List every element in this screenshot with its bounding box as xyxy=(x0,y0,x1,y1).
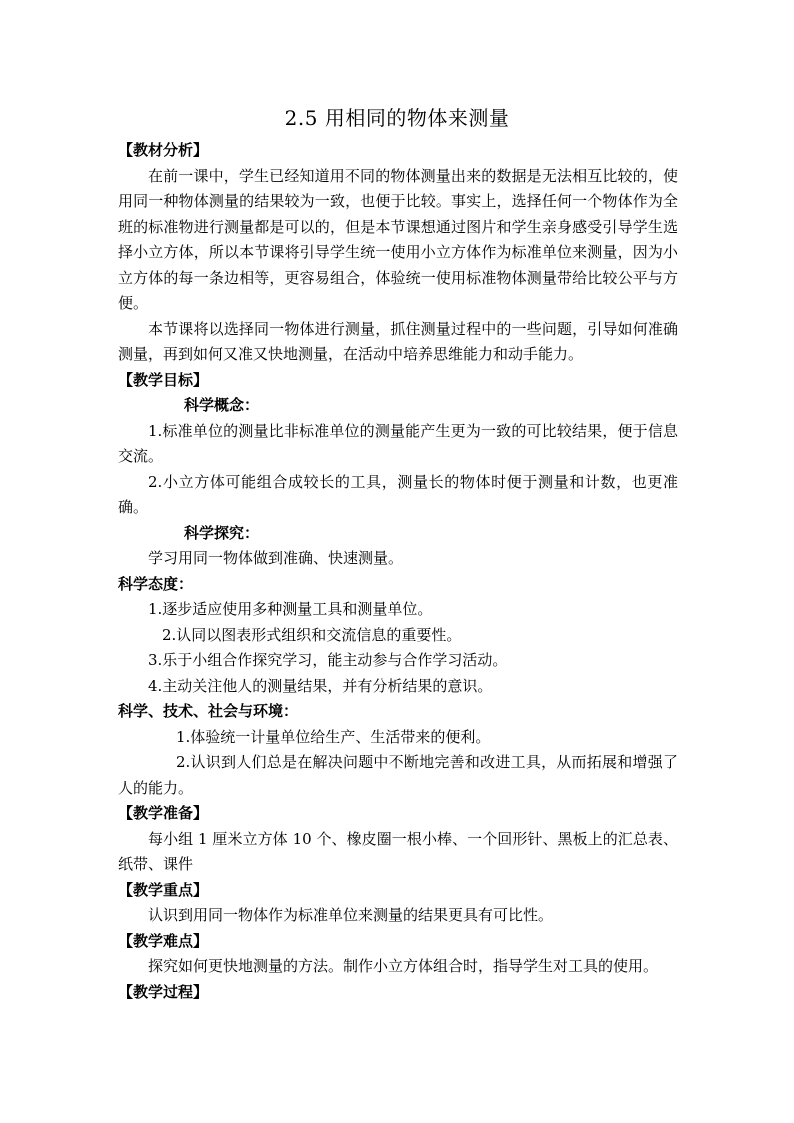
section-heading: 【教学过程】 xyxy=(118,982,209,1001)
section-heading: 科学态度： xyxy=(118,574,194,593)
list-item: 1.逐步适应使用多种测量工具和测量单位。 xyxy=(148,600,433,618)
paragraph: 2.小立方体可能组合成较长的工具，测量长的物体时便于测量和计数，也更准确。 xyxy=(118,472,678,516)
list-item: 2.认同以图表形式组织和交流信息的重要性。 xyxy=(162,625,462,644)
paragraph: 探究如何更快地测量的方法。制作小立方体组合时，指导学生对工具的使用。 xyxy=(148,957,659,975)
document-body xyxy=(118,138,678,1005)
list-item: 2.认识到人们总是在解决问题中不断地完善和改进工具，从而拓展和增强了人的能力。 xyxy=(118,753,678,797)
paragraph: 在前一课中，学生已经知道用不同的物体测量出来的数据是无法相互比较的，使用同一种物体测量的结果较为一致，也便于比较。事实上，选择任何一个物体作为全班的标准物进行测量都是可以的，但是本节课想通过图片和学生亲身感受引导学生选择小立方体，所以本节课将引导学生统一使用小立方体作为标准单位来测量，因为小立方体的每一条边相等，更容易组合，体验统一使用标准物体测量带给比较公平与方便。 xyxy=(118,166,678,312)
subheading: 科学概念： xyxy=(184,396,260,414)
list-item: 3.乐于小组合作探究学习，能主动参与合作学习活动。 xyxy=(148,651,508,669)
section-heading: 【教材分析】 xyxy=(118,141,209,159)
paragraph: 认识到用同一物体作为标准单位来测量的结果更具有可比性。 xyxy=(148,906,554,924)
paragraph: 1.标准单位的测量比非标准单位的测量能产生更为一致的可比较结果，便于信息交流。 xyxy=(118,421,678,465)
section-heading: 【教学重点】 xyxy=(118,880,209,899)
paragraph: 学习用同一物体做到准确、快速测量。 xyxy=(148,549,404,567)
subheading: 科学探究： xyxy=(184,523,260,542)
section-heading: 【教学准备】 xyxy=(118,804,209,822)
list-item: 4.主动关注他人的测量结果，并有分析结果的意识。 xyxy=(148,676,493,695)
document-title: 2.5 用相同的物体来测量 xyxy=(284,106,510,130)
section-heading: 【教学难点】 xyxy=(118,931,209,950)
section-heading: 【教学目标】 xyxy=(118,370,209,389)
section-heading: 科学、技术、社会与环境： xyxy=(118,702,299,720)
list-item: 1.体验统一计量单位给生产、生活带来的便利。 xyxy=(176,727,491,746)
paragraph: 本节课将以选择同一物体进行测量，抓住测量过程中的一些问题，引导如何准确测量，再到如何又准又快地测量，在活动中培养思维能力和动手能力。 xyxy=(118,319,678,363)
paragraph: 每小组 1 厘米立方体 10 个、橡皮圈一根小棒、一个回形针、黑板上的汇总表、纸带、课件 xyxy=(118,829,678,873)
